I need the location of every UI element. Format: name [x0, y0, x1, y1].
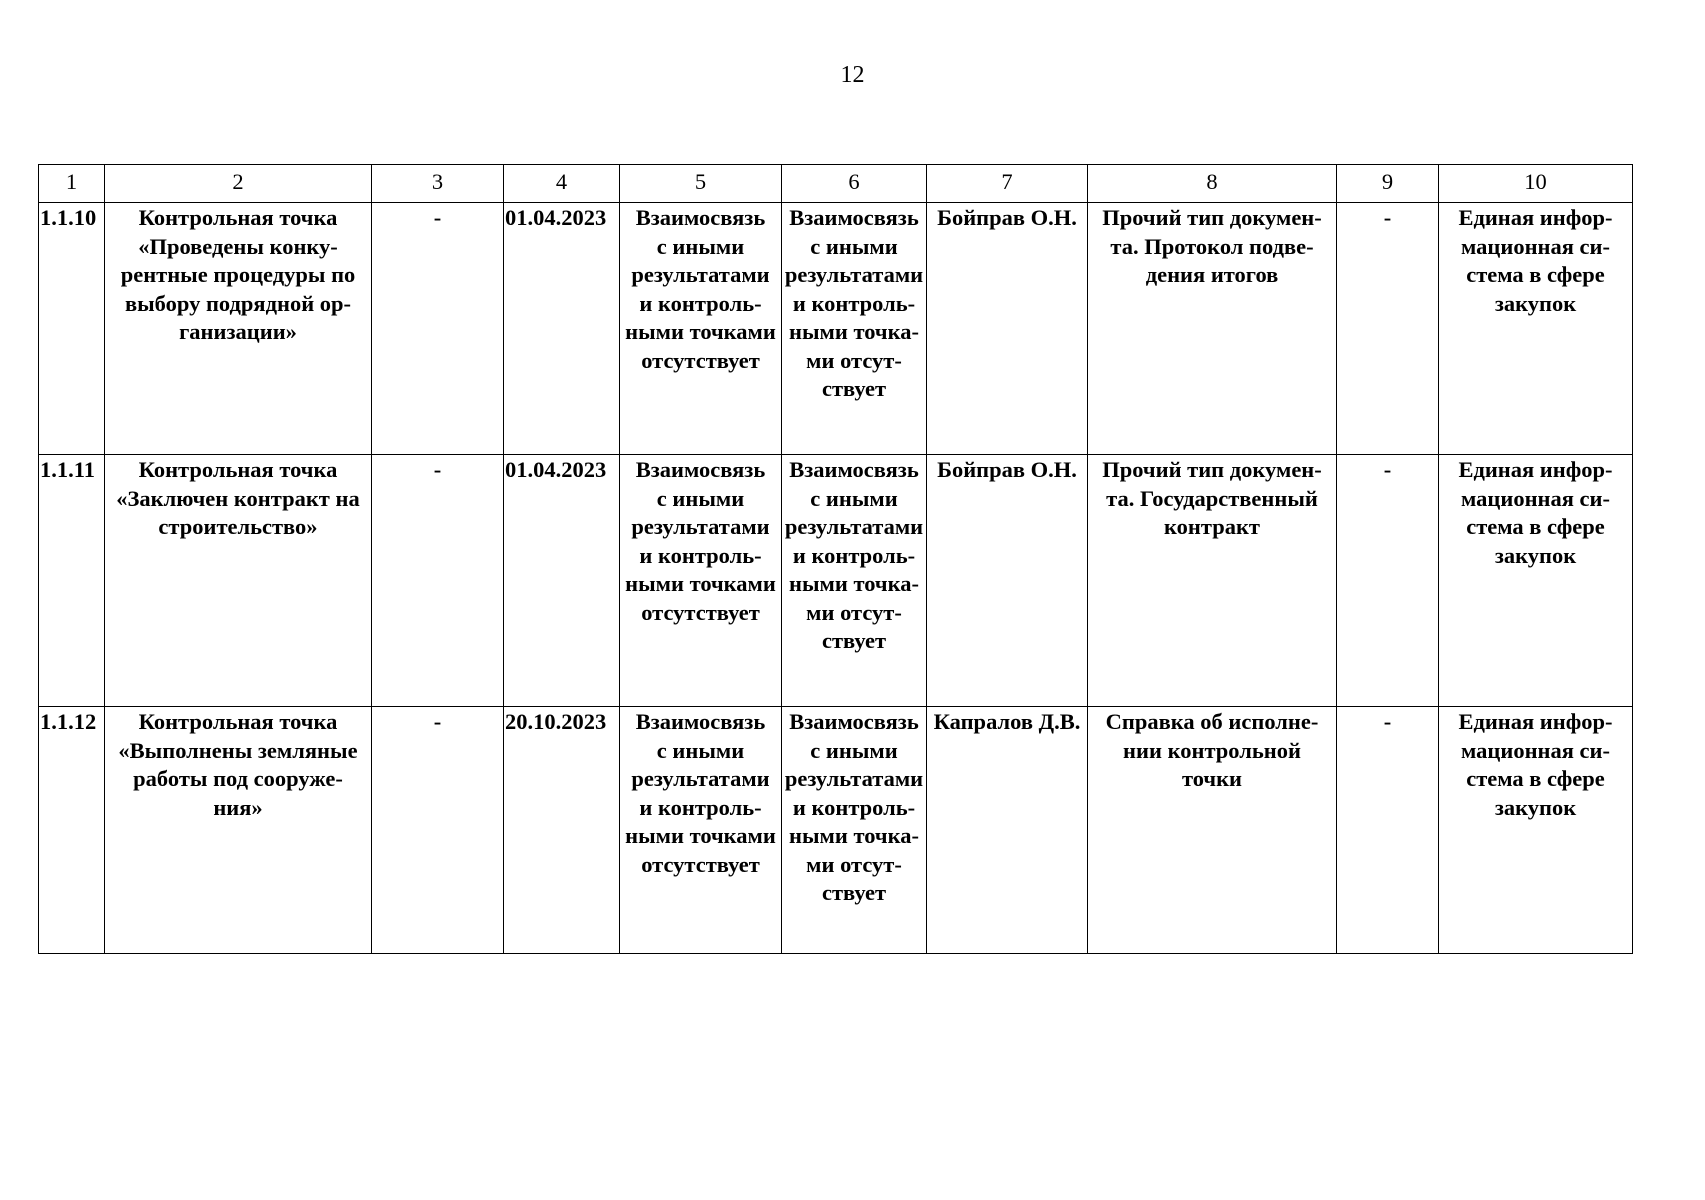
cell-text-line: Взаимосвязь — [635, 205, 766, 230]
header-cell: 4 — [504, 165, 620, 203]
cell-text-line: нии контрольной — [1123, 737, 1301, 763]
cell-col3: - — [372, 455, 504, 707]
cell-information-system — [1439, 707, 1633, 954]
cell-text-line: с иными — [810, 233, 898, 259]
cell-text-line: мационная си- — [1460, 737, 1611, 763]
cell-date: 01.04.2023 — [504, 203, 620, 455]
cell-text-line: рентные процедуры по — [120, 262, 356, 287]
cell-text-line: с иными — [656, 737, 745, 763]
cell-responsible-person: Бойправ О.Н. — [927, 455, 1088, 707]
cell-text-line: мационная си- — [1460, 485, 1611, 511]
cell-text-line: контракт — [1164, 514, 1260, 539]
cell-text-line: ными точками — [625, 319, 776, 344]
cell-text-line: закупок — [1494, 794, 1577, 820]
cell-text-line: Единая инфор- — [1458, 709, 1613, 734]
table-row — [39, 707, 1633, 954]
cell-document-type — [1088, 455, 1337, 707]
cell-text-line: и контроль- — [792, 542, 916, 568]
cell-col3: - — [372, 203, 504, 455]
cell-text-line: ми отсут- — [806, 347, 902, 373]
cell-responsible-person: Бойправ О.Н. — [927, 203, 1088, 455]
cell-text-line: стема в сфере — [1466, 514, 1605, 539]
cell-text-line: результатами — [631, 262, 770, 287]
cell-text-line: с иными — [656, 485, 745, 511]
cell-text-line: отсутствует — [641, 347, 760, 373]
cell-text-line: «Заключен контракт на — [116, 485, 360, 511]
cell-col3: - — [372, 707, 504, 954]
cell-text-line: ными точка- — [789, 823, 919, 848]
cell-text-line: результатами — [631, 514, 770, 539]
cell-text-line: и контроль- — [639, 794, 762, 820]
cell-information-system — [1439, 203, 1633, 455]
cell-text-line: Контрольная точка — [138, 709, 338, 734]
cell-text-line: с иными — [656, 233, 745, 259]
header-cell: 10 — [1439, 165, 1633, 203]
cell-text-line: отсутствует — [641, 599, 760, 625]
cell-information-system — [1439, 455, 1633, 707]
header-cell: 8 — [1088, 165, 1337, 203]
cell-text-line: и контроль- — [639, 542, 762, 568]
cell-col9: - — [1337, 455, 1439, 707]
header-cell: 2 — [105, 165, 372, 203]
header-cell: 5 — [620, 165, 782, 203]
cell-text-line: Единая инфор- — [1458, 205, 1613, 230]
header-cell: 6 — [782, 165, 927, 203]
cell-responsible-person: Капралов Д.В. — [927, 707, 1088, 954]
cell-control-point-name — [105, 455, 372, 707]
cell-text-line: «Выполнены земляные — [118, 737, 358, 763]
cell-text-line: ными точками — [625, 571, 776, 596]
cell-text-line: Взаимосвязь — [635, 457, 766, 482]
cell-text-line: Справка об исполне- — [1105, 709, 1319, 734]
cell-text-line: результатами — [784, 766, 924, 791]
cell-text-line: строительство» — [158, 514, 318, 539]
cell-text-line: и контроль- — [792, 290, 916, 316]
cell-date: 20.10.2023 — [504, 707, 620, 954]
cell-text-line: и контроль- — [792, 794, 916, 820]
cell-text-line: Контрольная точка — [138, 205, 338, 230]
cell-text-line: ганизации» — [179, 319, 297, 344]
cell-text-line: ными точка- — [789, 571, 919, 596]
cell-text-line: стема в сфере — [1466, 766, 1605, 791]
cell-text-line: с иными — [810, 737, 898, 763]
cell-text-line: ными точка- — [789, 319, 919, 344]
cell-text-line: ствует — [821, 880, 887, 905]
cell-number: 1.1.10 — [39, 203, 105, 455]
cell-text-line: результатами — [631, 766, 770, 791]
cell-text-line: ния» — [213, 794, 263, 820]
cell-text-line: та. Протокол подве- — [1110, 233, 1314, 259]
cell-text-line: Взаимосвязь — [789, 205, 919, 230]
cell-text-line: выбору подрядной ор- — [124, 290, 352, 316]
cell-text-line: Прочий тип докумен- — [1102, 457, 1322, 482]
cell-relations-results — [620, 455, 782, 707]
cell-number: 1.1.11 — [39, 455, 105, 707]
cell-text-line: ми отсут- — [806, 851, 902, 877]
cell-relations-points — [782, 203, 927, 455]
cell-relations-results — [620, 707, 782, 954]
cell-text-line: «Проведены конку- — [138, 233, 338, 259]
cell-text-line: Взаимосвязь — [635, 709, 766, 734]
cell-text-line: стема в сфере — [1466, 262, 1605, 287]
control-points-table — [38, 164, 1633, 954]
header-cell: 3 — [372, 165, 504, 203]
cell-text-line: Взаимосвязь — [789, 457, 919, 482]
cell-text-line: результатами — [784, 262, 924, 287]
cell-text-line: результатами — [784, 514, 924, 539]
cell-document-type — [1088, 707, 1337, 954]
cell-text-line: отсутствует — [641, 851, 760, 877]
cell-text-line: мационная си- — [1460, 233, 1611, 259]
cell-text-line: закупок — [1494, 542, 1577, 568]
cell-relations-results — [620, 203, 782, 455]
page-number: 12 — [840, 62, 865, 88]
cell-text-line: закупок — [1494, 290, 1577, 316]
cell-text-line: и контроль- — [639, 290, 762, 316]
cell-control-point-name — [105, 203, 372, 455]
header-row — [39, 165, 1633, 203]
header-cell: 1 — [39, 165, 105, 203]
cell-text-line: Взаимосвязь — [789, 709, 919, 734]
header-cell: 7 — [927, 165, 1088, 203]
cell-text-line: ствует — [821, 628, 887, 653]
cell-relations-points — [782, 455, 927, 707]
cell-col9: - — [1337, 707, 1439, 954]
cell-text-line: с иными — [810, 485, 898, 511]
cell-date: 01.04.2023 — [504, 455, 620, 707]
header-cell: 9 — [1337, 165, 1439, 203]
cell-text-line: Контрольная точка — [138, 457, 338, 482]
cell-text-line: Прочий тип докумен- — [1102, 205, 1322, 230]
cell-text-line: та. Государственный — [1106, 485, 1318, 511]
cell-text-line: ствует — [821, 376, 887, 401]
cell-col9: - — [1337, 203, 1439, 455]
cell-control-point-name — [105, 707, 372, 954]
cell-number: 1.1.12 — [39, 707, 105, 954]
cell-text-line: Единая инфор- — [1458, 457, 1613, 482]
cell-text-line: ми отсут- — [806, 599, 902, 625]
table-row — [39, 455, 1633, 707]
cell-text-line: точки — [1181, 766, 1243, 791]
cell-text-line: дения итогов — [1145, 262, 1279, 287]
cell-text-line: ными точками — [625, 823, 776, 848]
table-row — [39, 203, 1633, 455]
cell-text-line: работы под сооруже- — [133, 766, 343, 791]
cell-document-type — [1088, 203, 1337, 455]
cell-relations-points — [782, 707, 927, 954]
